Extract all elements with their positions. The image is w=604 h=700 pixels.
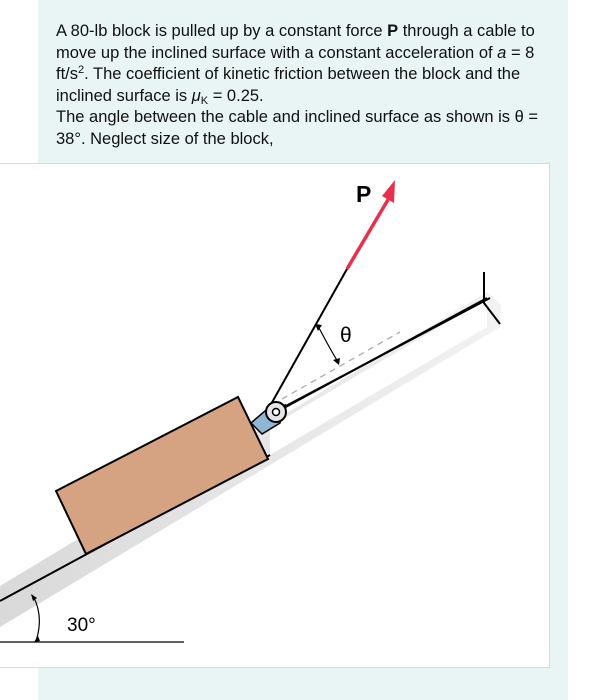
mu-symbol: μ <box>191 86 201 105</box>
mu-value: = 0.25. <box>208 86 264 105</box>
incline-top-strip <box>270 299 487 455</box>
problem-text-3: . The coefficient of kinetic friction between the block and the inclined surface is <box>56 65 521 105</box>
force-label: P <box>356 181 372 207</box>
problem-text-4: The angle between the cable and inclined surface as shown is θ = 38°. Neglect size of the block, <box>56 108 539 148</box>
theta-label: θ <box>340 324 352 347</box>
force-arrow-shaft <box>347 198 389 269</box>
pulley-axle <box>273 409 280 416</box>
force-symbol: P <box>387 22 399 40</box>
problem-text-1: A 80-lb block is pulled up by a constant force <box>56 22 388 40</box>
theta-arrowhead-bottom <box>333 358 340 365</box>
problem-text-2: through a cable to move up the inclined surface with a constant acceleration of <box>56 22 535 62</box>
accel-symbol: a <box>497 43 507 62</box>
mu-subscript: K <box>200 94 209 107</box>
force-arrowhead <box>382 180 395 203</box>
incline-figure <box>0 163 550 668</box>
accel-exponent: 2 <box>78 64 85 76</box>
theta-arc <box>318 326 338 362</box>
accel-value: = 8 ft/s <box>56 43 535 83</box>
block <box>56 397 268 554</box>
problem-statement <box>56 21 556 150</box>
incline-diagram <box>0 164 549 667</box>
theta-arrowhead-top <box>315 324 322 331</box>
incline-angle-label: 30° <box>67 615 96 636</box>
